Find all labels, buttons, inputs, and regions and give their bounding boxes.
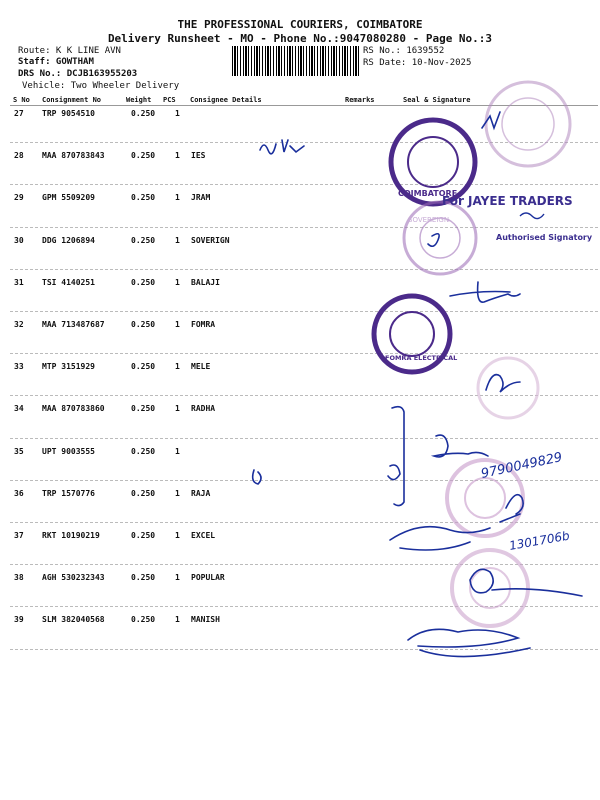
row-consignment-no: UPT 9003555 [42,446,95,456]
row-pcs: 1 [175,531,180,540]
row-pcs: 1 [175,277,180,287]
company-title: THE PROFESSIONAL COURIERS, COIMBATORE [177,18,423,31]
staff-text: Staff: GOWTHAM [18,57,94,67]
authorised-signatory-stamp: Authorised Signatory [496,233,593,242]
row-consignment-no: SLM 382040568 [42,615,105,625]
row-consignment-no: DDG 1206894 [42,235,95,245]
row-consignee: SOVERIGN [191,235,230,245]
sovereign-seal-text: SOVEREIGN [408,216,450,224]
row-sno: 27 [14,109,24,118]
row-weight: 0.250 [131,404,156,414]
row-consignment-no: TRP 1570776 [42,488,95,498]
row-pcs: 1 [175,573,180,583]
row-consignee: RADHA [191,404,216,414]
faded-seal-top [486,82,570,166]
row-consignment-no: MAA 870783860 [42,404,105,414]
row-sno: 35 [14,446,24,456]
row-sno: 39 [14,615,24,625]
fomra-seal [374,296,457,372]
row-sno: 28 [14,151,24,161]
row-consignee: FOMRA [191,320,216,329]
row-weight: 0.250 [131,531,156,540]
row-weight: 0.250 [131,277,156,287]
row-weight: 0.250 [131,362,156,372]
row-pcs: 1 [175,193,180,203]
col-consignee: Consignee Details [190,96,262,104]
row-weight: 0.250 [131,193,156,203]
fomra-seal-text: FOMRA ELECTRICAL [385,354,458,362]
row-consignment-no: TSI 4140251 [42,277,95,287]
row-pcs: 1 [175,235,180,245]
row-consignee: MELE [191,362,211,372]
row-pcs: 1 [175,320,180,329]
row-consignee: EXCEL [191,531,216,540]
row-consignment-no: MAA 870783843 [42,151,105,161]
row-sno: 37 [14,531,24,540]
row-sno: 36 [14,488,24,498]
row-pcs: 1 [175,488,180,498]
row-weight: 0.250 [131,446,156,456]
row-sno: 32 [14,320,24,329]
handwritten-phone: 9790049829 [479,450,564,482]
row-consignment-no: MAA 713487687 [42,320,105,329]
col-seal: Seal & Signature [403,96,471,104]
row-consignment-no: TRP 9054510 [42,109,95,118]
row-sno: 34 [14,404,24,414]
row-weight: 0.250 [131,488,156,498]
row-weight: 0.250 [131,109,156,118]
row-consignee: RAJA [191,488,211,498]
row-consignee: IES [191,151,206,161]
row-weight: 0.250 [131,151,156,161]
row-consignment-no: GPM 5509209 [42,193,95,203]
row-consignment-no: RKT 10190219 [42,531,100,540]
sovereign-seal [404,202,476,274]
col-pcs: PCS [163,96,176,104]
coimbatore-seal-text: COIMBATORE [398,189,458,198]
row-sno: 33 [14,362,24,372]
row-pcs: 1 [175,404,180,414]
row-sno: 38 [14,573,24,583]
row-consignee: BALAJI [191,277,220,287]
vehicle-text: Vehicle: Two Wheeler Delivery [22,81,180,91]
row-pcs: 1 [175,446,180,456]
row-pcs: 1 [175,151,180,161]
row-consignee: JRAM [191,193,211,203]
col-weight: Weight [126,96,152,104]
row-consignee: MANISH [191,615,220,625]
col-sno: S No [13,96,30,104]
rs-no-text: RS No.: 1639552 [363,46,445,56]
coimbatore-seal [391,120,475,204]
row-weight: 0.250 [131,235,156,245]
row-consignee: POPULAR [191,573,225,583]
row-pcs: 1 [175,109,180,118]
row-pcs: 1 [175,615,180,625]
row-consignment-no: MTP 3151929 [42,362,95,372]
col-consignment: Consignment No [42,96,102,104]
row-weight: 0.250 [131,320,156,329]
row-sno: 31 [14,277,24,287]
rs-date-text: RS Date: 10-Nov-2025 [363,58,472,68]
row-sno: 29 [14,193,24,203]
row-weight: 0.250 [131,615,156,625]
col-remarks: Remarks [345,96,375,104]
row-sno: 30 [14,235,24,245]
handwritten-number: 1301706b [508,528,571,553]
row-weight: 0.250 [131,573,156,583]
route-text: Route: K K LINE AVN [18,46,121,56]
row-consignment-no: AGH 530232343 [42,573,105,583]
runsheet-subtitle: Delivery Runsheet - MO - Phone No.:9047080280 - Page No.:3 [107,32,493,45]
row-pcs: 1 [175,362,180,372]
jayee-traders-stamp: For JAYEE TRADERS [442,194,573,208]
drs-text: DRS No.: DCJB163955203 [18,69,138,79]
